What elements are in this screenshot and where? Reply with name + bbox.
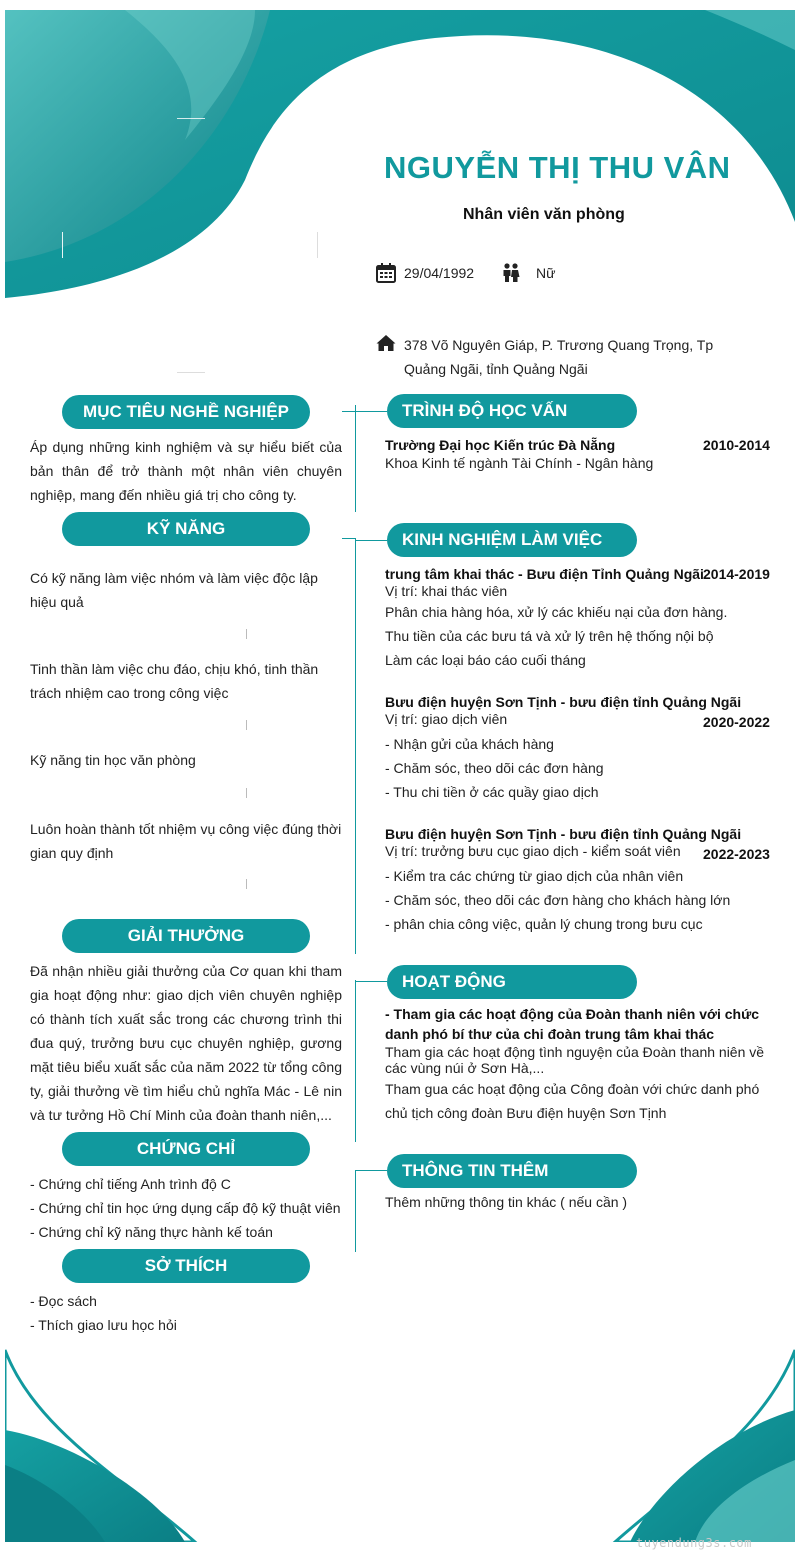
job-task: - Chăm sóc, theo dõi các đơn hàng cho khách hàng lớn — [385, 892, 731, 908]
job-years: 2022-2023 — [703, 846, 770, 862]
activities-line: Tham gua các hoạt động của Công đoàn với chức danh phó chủ tịch công đoàn Bưu điện huyện Sơn Tịnh — [385, 1081, 760, 1121]
connector-line — [342, 538, 355, 539]
job-position: Vị trí: khai thác viên — [385, 583, 508, 599]
extra-heading: THÔNG TIN THÊM — [387, 1154, 637, 1188]
connector-line — [342, 411, 355, 412]
gender-value: Nữ — [536, 265, 556, 281]
job-task: Làm các loại báo cáo cuối tháng — [385, 652, 586, 668]
education-school: Trường Đại học Kiến trúc Đà Nẵng — [385, 437, 616, 453]
decor-mark — [62, 232, 63, 258]
connector-line — [355, 540, 387, 541]
job-task: Phân chia hàng hóa, xử lý các khiếu nại của đơn hàng. — [385, 604, 728, 620]
connector-line — [355, 980, 356, 1142]
job-task: - Kiểm tra các chứng từ giao dịch của nhân viên — [385, 868, 684, 884]
connector-line — [355, 411, 387, 412]
job-task: - Nhận gửi của khách hàng — [385, 736, 554, 752]
job-company: trung tâm khai thác - Bưu điện Tỉnh Quảng Ngãi — [385, 566, 704, 582]
connector-line — [355, 1170, 387, 1171]
education-years: 2010-2014 — [703, 437, 770, 453]
watermark: tuyendung3s.com — [636, 1536, 752, 1550]
connector-line — [355, 1170, 356, 1252]
home-icon — [376, 334, 396, 352]
education-major: Khoa Kinh tế ngành Tài Chính - Ngân hàng — [385, 455, 654, 471]
candidate-role: Nhân viên văn phòng — [463, 206, 625, 223]
connector-line — [355, 538, 356, 954]
decor-mark — [177, 118, 205, 119]
decor-mark — [246, 720, 247, 730]
certificate-item: - Chứng chỉ tin học ứng dụng cấp độ kỹ thuật viên — [30, 1200, 341, 1216]
decor-mark — [317, 232, 318, 258]
objective-text: Áp dụng những kinh nghiệm và sự hiểu biết của bản thân để trở thành một nhân viên chuyên nghiệp, mang đến nhiều giá trị cho công ty. — [30, 439, 342, 503]
job-task: Thu tiền của các bưu tá và xử lý trên hệ thống nội bộ — [385, 628, 714, 644]
activities-headline: - Tham gia các hoạt động của Đoàn thanh niên với chức danh phó bí thư của chi đoàn trung tâm khai thác — [385, 1006, 760, 1042]
job-company: Bưu điện huyện Sơn Tịnh - bưu điện tỉnh Quảng Ngãi — [385, 694, 742, 710]
decor-mark — [177, 372, 205, 373]
job-task: - Thu chi tiền ở các quầy giao dịch — [385, 784, 599, 800]
activities-heading: HOẠT ĐỘNG — [387, 965, 637, 999]
skill-item: Tinh thần làm việc chu đáo, chịu khó, tinh thần trách nhiệm cao trong công việc — [30, 661, 319, 701]
connector-line — [355, 981, 387, 982]
activities-line: Tham gia các hoạt động tình nguyện của Đoàn thanh niên về các vùng núi ở Sơn Hà,... — [385, 1044, 765, 1076]
certificate-item: - Chứng chỉ kỹ năng thực hành kế toán — [30, 1224, 273, 1240]
job-position: Vị trí: trưởng bưu cục giao dịch - kiểm soát viên — [385, 843, 681, 859]
hobby-item: - Đọc sách — [30, 1293, 97, 1309]
job-task: - Chăm sóc, theo dõi các đơn hàng — [385, 760, 604, 776]
hobby-item: - Thích giao lưu học hỏi — [30, 1317, 177, 1333]
experience-heading: KINH NGHIỆM LÀM VIỆC — [387, 523, 637, 557]
dob-value: 29/04/1992 — [404, 265, 475, 281]
skill-item: Kỹ năng tin học văn phòng — [30, 752, 196, 768]
connector-line — [355, 405, 356, 512]
people-icon — [502, 263, 520, 283]
job-years: 2014-2019 — [703, 566, 770, 582]
address-value: 378 Võ Nguyên Giáp, P. Trương Quang Trọng, Tp Quảng Ngãi, tỉnh Quảng Ngãi — [404, 337, 714, 377]
decor-mark — [246, 879, 247, 889]
dob-info — [376, 263, 474, 283]
job-task: - phân chia công việc, quản lý chung trong bưu cục — [385, 916, 703, 932]
skill-item: Có kỹ năng làm việc nhóm và làm việc độc lập hiệu quả — [30, 570, 318, 610]
calendar-icon — [376, 263, 396, 283]
address-info — [376, 333, 756, 381]
awards-text: Đã nhận nhiều giải thưởng của Cơ quan khi tham gia hoạt động như: giao dịch viên chuyên nghiệp có thành tích xuất sắc trong các chương trình thi đua quý, trưởng bưu cục chuyên nghiệp, gương mặt tiêu biểu xuất sắc của năm 2022 từ tổng công ty, giải thưởng về tìm hiểu chủ nghĩa Mác - Lê nin và tư tưởng Hồ Chí Minh của đoàn thanh niên,... — [30, 963, 342, 1123]
decor-mark — [246, 788, 247, 798]
extra-text: Thêm những thông tin khác ( nếu cần ) — [385, 1194, 628, 1210]
awards-heading: GIẢI THƯỞNG — [62, 919, 310, 953]
candidate-name: NGUYỄN THỊ THU VÂN — [384, 150, 731, 185]
certificate-item: - Chứng chỉ tiếng Anh trình độ C — [30, 1176, 231, 1192]
decor-mark — [246, 629, 247, 639]
job-years: 2020-2022 — [703, 714, 770, 730]
skills-heading: KỸ NĂNG — [62, 512, 310, 546]
job-company: Bưu điện huyện Sơn Tịnh - bưu điện tỉnh Quảng Ngãi — [385, 826, 742, 842]
skill-item: Luôn hoàn thành tốt nhiệm vụ công việc đúng thời gian quy định — [30, 821, 342, 861]
education-heading: TRÌNH ĐỘ HỌC VẤN — [387, 394, 637, 428]
hobbies-heading: SỞ THÍCH — [62, 1249, 310, 1283]
job-position: Vị trí: giao dịch viên — [385, 711, 508, 727]
certificates-heading: CHỨNG CHỈ — [62, 1132, 310, 1166]
gender-info — [502, 263, 555, 283]
objective-heading: MỤC TIÊU NGHỀ NGHIỆP — [62, 395, 310, 429]
